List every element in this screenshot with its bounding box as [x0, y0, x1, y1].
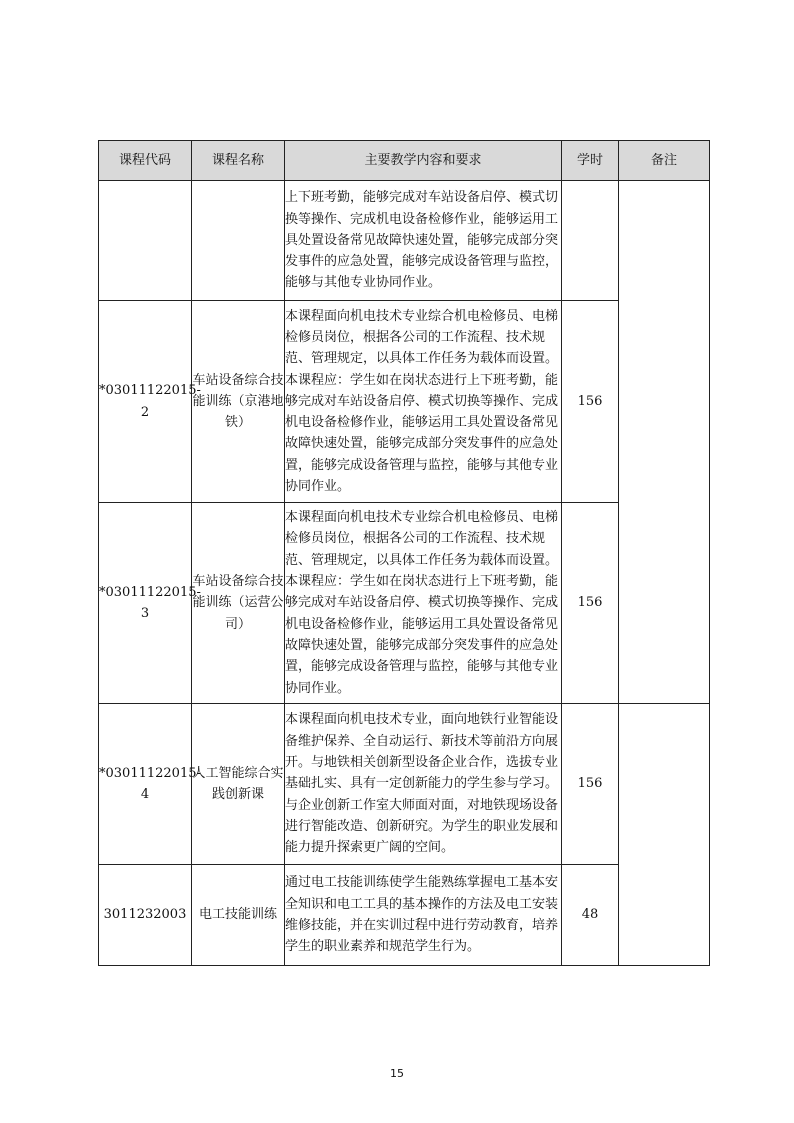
header-course-code: 课程代码: [99, 141, 192, 181]
course-content-cell: 本课程面向机电技术专业，面向地铁行业智能设备维护保养、全自动运行、新技术等前沿方向展开。与地铁相关创新型设备企业合作，选拔专业基础扎实、具有一定创新能力的学生参与学习。与企业创新工作室大师面对面，对地铁现场设备进行智能改造、创新研究。为学生的职业发展和能力提升探索更广阔的空间。: [285, 704, 562, 865]
course-code-cell: 3011232003: [99, 865, 192, 966]
class-hours-cell: [562, 181, 619, 301]
course-name-cell: 电工技能训练: [192, 865, 285, 966]
table-row: [99, 704, 710, 865]
header-notes: 备注: [619, 141, 710, 181]
table-header-row: [99, 141, 710, 181]
class-hours-cell: 48: [562, 865, 619, 966]
course-content-cell: 本课程面向机电技术专业综合机电检修员、电梯检修员岗位，根据各公司的工作流程、技术规范、管理规定，以具体工作任务为载体而设置。本课程应：学生如在岗状态进行上下班考勤，能够完成对车站设备启停、模式切换等操作、完成机电设备检修作业，能够运用工具处置设备常见故障快速处置，能够完成部分突发事件的应急处置，能够完成设备管理与监控，能够与其他专业协同作业。: [285, 301, 562, 503]
class-hours-cell: 156: [562, 704, 619, 865]
class-hours-cell: 156: [562, 503, 619, 704]
course-name-cell: [192, 181, 285, 301]
page-number: 15: [390, 1067, 404, 1080]
course-code-cell: *03011122015-3: [99, 503, 192, 704]
class-hours-cell: 156: [562, 301, 619, 503]
course-name-cell: 车站设备综合技能训练（运营公司）: [192, 503, 285, 704]
header-course-name: 课程名称: [192, 141, 285, 181]
table-row: [99, 865, 710, 966]
course-name-cell: 车站设备综合技能训练（京港地铁）: [192, 301, 285, 503]
header-class-hours: 学时: [562, 141, 619, 181]
table-row: [99, 181, 710, 301]
table-row: [99, 301, 710, 503]
notes-cell: [619, 181, 710, 704]
course-table: [98, 140, 710, 966]
header-teaching-content: 主要教学内容和要求: [285, 141, 562, 181]
notes-cell: [619, 704, 710, 966]
course-content-cell: 通过电工技能训练使学生能熟练掌握电工基本安全知识和电工工具的基本操作的方法及电工安装维修技能，并在实训过程中进行劳动教育，培养学生的职业素养和规范学生行为。: [285, 865, 562, 966]
course-name-cell: 人工智能综合实践创新课: [192, 704, 285, 865]
course-code-cell: *03011122015-4: [99, 704, 192, 865]
course-code-cell: *03011122015-2: [99, 301, 192, 503]
course-content-cell: 上下班考勤，能够完成对车站设备启停、模式切换等操作、完成机电设备检修作业，能够运用工具处置设备常见故障快速处置，能够完成部分突发事件的应急处置，能够完成设备管理与监控，能够与其他专业协同作业。: [285, 181, 562, 301]
course-content-cell: 本课程面向机电技术专业综合机电检修员、电梯检修员岗位，根据各公司的工作流程、技术规范、管理规定，以具体工作任务为载体而设置。本课程应：学生如在岗状态进行上下班考勤，能够完成对车站设备启停、模式切换等操作、完成机电设备检修作业，能够运用工具处置设备常见故障快速处置，能够完成部分突发事件的应急处置，能够完成设备管理与监控，能够与其他专业协同作业。: [285, 503, 562, 704]
course-code-cell: [99, 181, 192, 301]
table-row: [99, 503, 710, 704]
